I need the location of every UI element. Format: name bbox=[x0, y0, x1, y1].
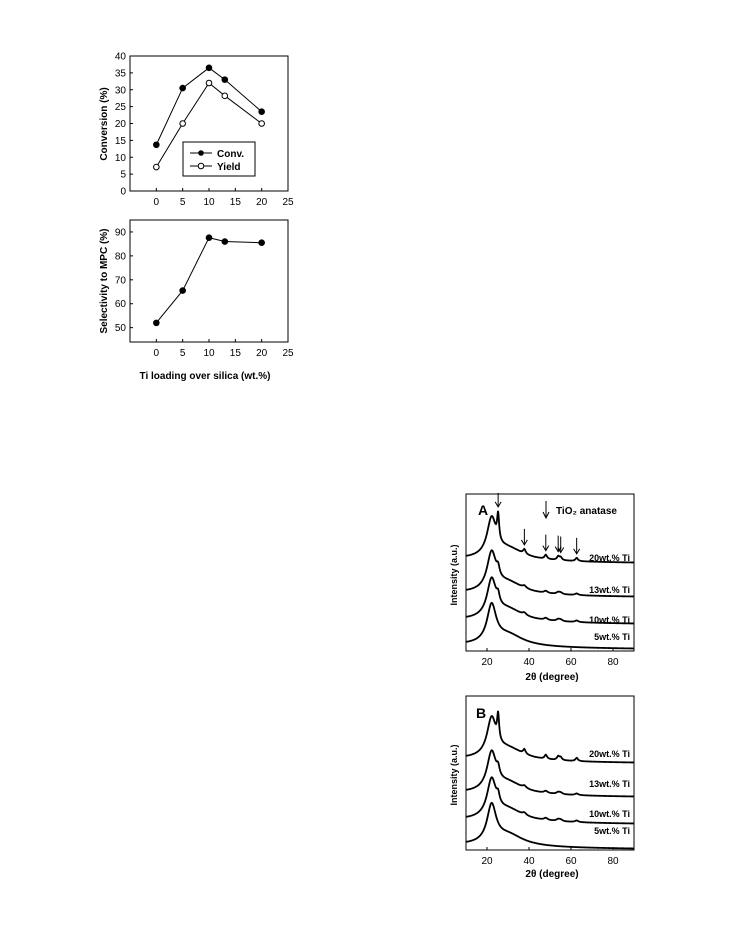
tio2-anatase-legend bbox=[543, 501, 617, 518]
selectivity-x-tick-label: 10 bbox=[203, 348, 215, 359]
selectivity-filled-point bbox=[259, 240, 265, 246]
xrd-a-trace-label: 5wt.% Ti bbox=[594, 632, 630, 642]
conversion-x-tick-label: 5 bbox=[179, 197, 186, 208]
conversion-series-line bbox=[156, 68, 261, 145]
selectivity-filled-point bbox=[222, 239, 228, 245]
selectivity-filled-point bbox=[154, 320, 160, 326]
xrd-b-x-tick-label: 20 bbox=[481, 856, 493, 867]
conversion-filled-point bbox=[206, 65, 212, 71]
selectivity-y-tick-label: 60 bbox=[114, 299, 126, 311]
selectivity-x-tick-label: 15 bbox=[229, 348, 241, 359]
tio2-anatase-legend-label: TiO₂ anatase bbox=[556, 506, 617, 517]
conversion-y-tick-label: 20 bbox=[114, 119, 126, 130]
conversion-legend bbox=[183, 142, 255, 176]
conversion-y-tick-label: 5 bbox=[120, 169, 126, 181]
xrd-b-x-tick-label: 80 bbox=[607, 856, 619, 867]
selectivity-x-tick-label: 5 bbox=[179, 348, 186, 359]
xrd-a-trace-label: 13wt.% Ti bbox=[589, 585, 630, 595]
conversion-x-tick-label: 15 bbox=[229, 197, 241, 208]
conversion-open-point bbox=[259, 121, 265, 127]
conversion-open-point bbox=[206, 80, 212, 86]
xrd-b-x-tick-label: 40 bbox=[523, 856, 535, 867]
xrd-a-x-tick-label: 20 bbox=[481, 657, 493, 668]
conversion-y-tick-label: 0 bbox=[120, 186, 126, 198]
conversion-filled-point bbox=[222, 77, 228, 83]
conversion-x-tick-label: 20 bbox=[256, 197, 268, 208]
conversion-y-tick-label: 30 bbox=[114, 85, 126, 97]
selectivity-filled-point bbox=[206, 235, 212, 241]
xrd-a-x-tick-label: 80 bbox=[607, 657, 619, 668]
xrd-a-x-axis-label: 2θ (degree) bbox=[525, 672, 579, 683]
xrd-b-panel-letter: B bbox=[476, 705, 487, 721]
selectivity-chart bbox=[99, 220, 294, 382]
selectivity-y-tick-label: 50 bbox=[114, 323, 126, 335]
xrd-b-x-tick-label: 60 bbox=[565, 856, 577, 867]
xrd-b-trace-label: 5wt.% Ti bbox=[594, 826, 630, 836]
conversion-open-point bbox=[222, 93, 228, 99]
selectivity-y-tick-label: 70 bbox=[114, 275, 126, 287]
conversion-filled-point bbox=[154, 142, 160, 148]
conversion-y-tick-label: 15 bbox=[114, 135, 126, 147]
xrd-b-trace-label: 20wt.% Ti bbox=[589, 749, 630, 759]
legend-open-circle-marker bbox=[198, 163, 204, 169]
conversion-open-point bbox=[154, 164, 160, 170]
conversion-open-point bbox=[180, 121, 186, 127]
conversion-x-tick-label: 0 bbox=[153, 197, 160, 208]
conversion-chart bbox=[99, 52, 294, 209]
selectivity-x-tick-label: 20 bbox=[256, 348, 268, 359]
xrd-panel-a bbox=[449, 493, 634, 683]
conversion-y-tick-label: 35 bbox=[114, 68, 126, 80]
xrd-b-y-axis-label: Intensity (a.u.) bbox=[449, 744, 459, 806]
xrd-a-x-tick-label: 40 bbox=[523, 657, 535, 668]
legend-label-conv: Conv. bbox=[217, 149, 245, 160]
conversion-x-tick-label: 25 bbox=[282, 197, 294, 208]
xrd-b-trace-label: 10wt.% Ti bbox=[589, 809, 630, 819]
conversion-y-tick-label: 25 bbox=[114, 102, 126, 114]
selectivity-y-tick-label: 80 bbox=[114, 251, 126, 263]
selectivity-filled-point bbox=[180, 288, 186, 294]
legend-filled-circle-marker bbox=[198, 150, 204, 156]
legend-label-yield: Yield bbox=[217, 162, 241, 173]
conversion-y-tick-label: 40 bbox=[114, 51, 126, 63]
xrd-a-trace-label: 20wt.% Ti bbox=[589, 553, 630, 563]
selectivity-y-tick-label: 90 bbox=[114, 227, 126, 239]
xrd-b-trace-label: 13wt.% Ti bbox=[589, 779, 630, 789]
conversion-x-tick-label: 10 bbox=[203, 197, 215, 208]
xrd-panel-b bbox=[449, 696, 634, 880]
xrd-a-panel-letter: A bbox=[478, 502, 489, 518]
xrd-a-trace-label: 10wt.% Ti bbox=[589, 615, 630, 625]
xrd-b-x-axis-label: 2θ (degree) bbox=[525, 869, 579, 880]
selectivity-x-axis-label: Ti loading over silica (wt.%) bbox=[139, 371, 271, 382]
conversion-filled-point bbox=[259, 109, 265, 115]
selectivity-series-line bbox=[156, 238, 261, 323]
conversion-y-tick-label: 10 bbox=[114, 152, 126, 164]
conversion-filled-point bbox=[180, 85, 186, 91]
selectivity-x-tick-label: 0 bbox=[153, 348, 160, 359]
xrd-a-y-axis-label: Intensity (a.u.) bbox=[449, 544, 459, 606]
selectivity-x-tick-label: 25 bbox=[282, 348, 294, 359]
conversion-y-axis-label: Conversion (%) bbox=[99, 87, 110, 161]
xrd-a-x-tick-label: 60 bbox=[565, 657, 577, 668]
selectivity-y-axis-label: Selectivity to MPC (%) bbox=[99, 228, 110, 334]
